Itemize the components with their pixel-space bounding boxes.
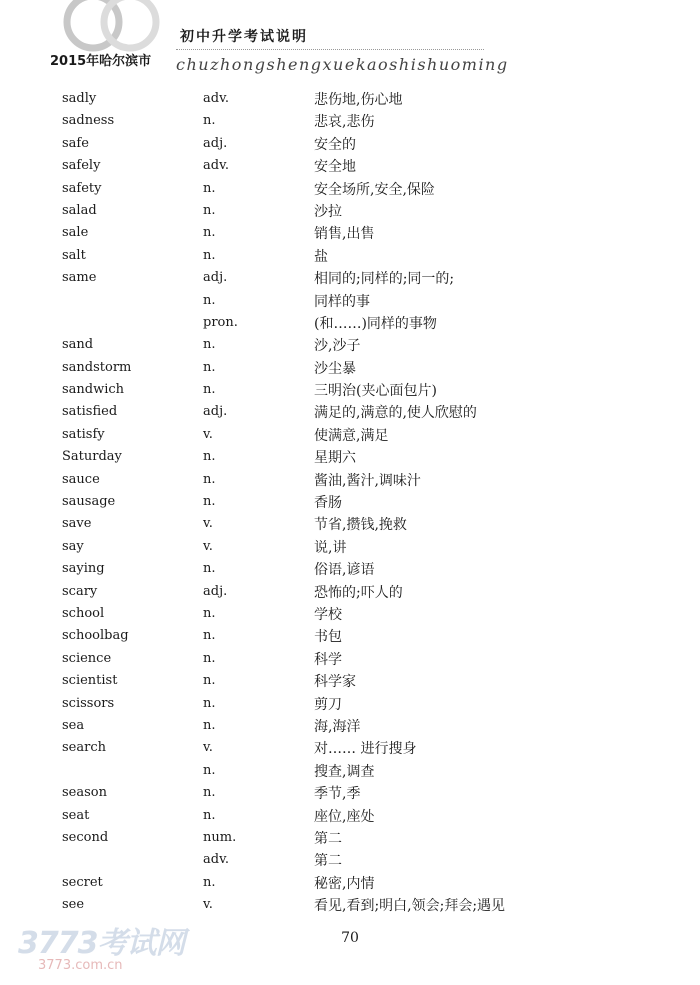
vocab-pos: pron. bbox=[203, 314, 238, 330]
vocab-meaning: 三明治(夹心面包片) bbox=[314, 383, 437, 400]
vocab-pos: n. bbox=[203, 494, 216, 510]
vocab-meaning: 秘密,内情 bbox=[314, 875, 375, 892]
vocab-pos: v. bbox=[203, 426, 213, 442]
page-number: 70 bbox=[341, 930, 359, 946]
vocab-meaning: 悲伤地,伤心地 bbox=[314, 92, 403, 108]
watermark bbox=[18, 918, 185, 973]
vocab-word: saying bbox=[62, 561, 105, 577]
vocab-word: salt bbox=[62, 247, 86, 263]
vocab-meaning: (和……)同样的事物 bbox=[314, 315, 437, 332]
vocab-word: sale bbox=[62, 225, 89, 241]
vocab-word: safely bbox=[62, 158, 101, 174]
vocab-row bbox=[62, 133, 622, 155]
vocab-pos: adj. bbox=[203, 270, 228, 286]
vocab-row bbox=[62, 581, 622, 603]
vocab-meaning: 安全的 bbox=[314, 136, 356, 153]
vocab-pos: v. bbox=[203, 538, 213, 554]
vocab-row bbox=[62, 290, 622, 312]
vocab-pos: adj. bbox=[203, 404, 228, 420]
header-title: 初中升学考试说明 bbox=[180, 29, 308, 45]
vocab-row bbox=[62, 267, 622, 289]
vocab-word: Saturday bbox=[62, 449, 122, 465]
vocab-meaning: 科学家 bbox=[314, 674, 356, 691]
vocab-meaning: 星期六 bbox=[314, 450, 356, 467]
vocab-word: sadness bbox=[62, 113, 115, 129]
vocab-word: sand bbox=[62, 337, 94, 353]
vocab-meaning: 说,讲 bbox=[314, 539, 347, 556]
vocab-pos: n. bbox=[203, 449, 216, 465]
vocab-pos: n. bbox=[203, 650, 216, 666]
vocab-row bbox=[62, 670, 622, 692]
vocab-word: second bbox=[62, 829, 109, 845]
vocab-row bbox=[62, 827, 622, 849]
header-year-city: 2015年哈尔滨市 bbox=[50, 54, 152, 69]
vocab-pos: n. bbox=[203, 785, 216, 801]
vocab-meaning: 剪刀 bbox=[314, 696, 342, 713]
vocab-row bbox=[62, 88, 622, 110]
vocab-word: search bbox=[62, 740, 106, 756]
vocab-row bbox=[62, 401, 622, 423]
vocab-meaning: 使满意,满足 bbox=[314, 427, 389, 444]
vocab-row bbox=[62, 312, 622, 334]
vocab-word: seat bbox=[62, 807, 90, 823]
vocab-word: sausage bbox=[62, 494, 116, 510]
vocab-row bbox=[62, 558, 622, 580]
vocab-pos: n. bbox=[203, 382, 216, 398]
vocab-row bbox=[62, 760, 622, 782]
vocab-row bbox=[62, 110, 622, 132]
vocab-pos: n. bbox=[203, 113, 216, 129]
vocab-word: school bbox=[62, 605, 105, 621]
vocab-row bbox=[62, 603, 622, 625]
vocab-meaning: 学校 bbox=[314, 606, 342, 623]
vocab-pos: n. bbox=[203, 605, 216, 621]
vocab-meaning: 科学 bbox=[314, 651, 342, 668]
vocab-word: sea bbox=[62, 717, 85, 733]
vocab-meaning: 满足的,满意的,使人欣慰的 bbox=[314, 405, 477, 422]
vocab-pos: adv. bbox=[203, 158, 230, 174]
vocab-row bbox=[62, 379, 622, 401]
vocab-meaning: 安全场所,安全,保险 bbox=[314, 181, 435, 198]
header-pinyin: chuzhongshengxuekaoshishuoming bbox=[176, 55, 509, 74]
vocab-row bbox=[62, 357, 622, 379]
vocab-word: safe bbox=[62, 135, 89, 151]
vocab-row bbox=[62, 693, 622, 715]
vocab-word: save bbox=[62, 516, 92, 532]
vocab-meaning: 搜查,调查 bbox=[314, 763, 375, 780]
vocab-word: satisfied bbox=[62, 404, 118, 420]
vocab-word: scary bbox=[62, 583, 98, 599]
vocab-row bbox=[62, 715, 622, 737]
vocab-word: same bbox=[62, 270, 97, 286]
vocab-row bbox=[62, 222, 622, 244]
vocab-meaning: 销售,出售 bbox=[314, 226, 375, 243]
vocab-meaning: 座位,座处 bbox=[314, 808, 375, 825]
vocab-pos: n. bbox=[203, 337, 216, 353]
watermark-main: 3773考试网 bbox=[18, 926, 185, 961]
vocab-pos: n. bbox=[203, 807, 216, 823]
vocab-word: say bbox=[62, 538, 84, 554]
vocab-word: scissors bbox=[62, 695, 115, 711]
vocab-row bbox=[62, 469, 622, 491]
vocab-row bbox=[62, 513, 622, 535]
vocab-row bbox=[62, 536, 622, 558]
vocab-pos: adv. bbox=[203, 852, 230, 868]
vocab-row bbox=[62, 737, 622, 759]
vocabulary-list bbox=[62, 88, 622, 916]
vocab-word: scientist bbox=[62, 673, 118, 689]
vocab-meaning: 恐怖的;吓人的 bbox=[314, 584, 403, 601]
vocab-meaning: 节省,攒钱,挽救 bbox=[314, 517, 407, 534]
vocab-meaning: 海,海洋 bbox=[314, 718, 361, 735]
vocab-row bbox=[62, 155, 622, 177]
vocab-word: sandstorm bbox=[62, 359, 132, 375]
watermark-sub: 3773.com.cn bbox=[38, 958, 123, 973]
vocab-meaning: 酱油,酱汁,调味汁 bbox=[314, 472, 421, 489]
vocab-meaning: 安全地 bbox=[314, 159, 356, 176]
vocab-pos: adj. bbox=[203, 135, 228, 151]
vocab-row bbox=[62, 334, 622, 356]
vocab-meaning: 对…… 进行搜身 bbox=[314, 741, 417, 758]
vocab-pos: n. bbox=[203, 292, 216, 308]
vocab-row bbox=[62, 805, 622, 827]
vocab-word: schoolbag bbox=[62, 628, 129, 644]
vocab-meaning: 相同的;同样的;同一的; bbox=[314, 271, 455, 288]
vocab-word: sadly bbox=[62, 91, 97, 106]
vocab-meaning: 俗语,谚语 bbox=[314, 562, 375, 579]
vocab-pos: n. bbox=[203, 202, 216, 218]
vocab-meaning: 沙拉 bbox=[314, 203, 342, 220]
vocab-word: science bbox=[62, 650, 112, 666]
vocab-row bbox=[62, 872, 622, 894]
vocab-meaning: 香肠 bbox=[314, 495, 342, 512]
vocab-pos: n. bbox=[203, 180, 216, 196]
vocab-pos: num. bbox=[203, 829, 237, 845]
vocab-word: season bbox=[62, 785, 107, 801]
vocab-pos: adj. bbox=[203, 583, 228, 599]
vocab-word: secret bbox=[62, 874, 103, 890]
vocab-meaning: 沙,沙子 bbox=[314, 338, 361, 355]
vocab-pos: v. bbox=[203, 897, 213, 913]
vocab-word: see bbox=[62, 897, 85, 913]
vocab-word: sandwich bbox=[62, 382, 125, 398]
vocab-pos: n. bbox=[203, 874, 216, 890]
vocab-meaning: 第二 bbox=[314, 830, 342, 847]
vocab-pos: n. bbox=[203, 225, 216, 241]
vocab-row bbox=[62, 424, 622, 446]
vocab-row bbox=[62, 849, 622, 871]
vocab-pos: n. bbox=[203, 673, 216, 689]
vocab-pos: n. bbox=[203, 695, 216, 711]
vocab-pos: v. bbox=[203, 516, 213, 532]
vocab-row bbox=[62, 625, 622, 647]
vocab-pos: n. bbox=[203, 561, 216, 577]
vocab-row bbox=[62, 178, 622, 200]
vocab-row bbox=[62, 491, 622, 513]
page-header bbox=[0, 0, 700, 90]
vocab-pos: n. bbox=[203, 471, 216, 487]
vocab-meaning: 悲哀,悲伤 bbox=[314, 114, 375, 131]
vocab-pos: adv. bbox=[203, 91, 230, 106]
vocab-meaning: 盐 bbox=[314, 248, 328, 265]
vocab-pos: n. bbox=[203, 359, 216, 375]
vocab-word: salad bbox=[62, 202, 97, 218]
vocab-pos: n. bbox=[203, 717, 216, 733]
vocab-row bbox=[62, 200, 622, 222]
vocab-row bbox=[62, 245, 622, 267]
vocab-row bbox=[62, 782, 622, 804]
vocab-row bbox=[62, 446, 622, 468]
vocab-meaning: 季节,季 bbox=[314, 786, 361, 803]
vocab-pos: n. bbox=[203, 247, 216, 263]
vocab-pos: n. bbox=[203, 762, 216, 778]
vocab-meaning: 沙尘暴 bbox=[314, 360, 356, 377]
vocab-row bbox=[62, 894, 622, 916]
vocab-pos: n. bbox=[203, 628, 216, 644]
vocab-row bbox=[62, 648, 622, 670]
vocab-word: safety bbox=[62, 180, 102, 196]
header-divider bbox=[176, 49, 484, 50]
vocab-meaning: 第二 bbox=[314, 853, 342, 870]
vocab-meaning: 同样的事 bbox=[314, 293, 370, 310]
vocab-meaning: 看见,看到;明白,领会;拜会;遇见 bbox=[314, 898, 506, 915]
vocab-word: satisfy bbox=[62, 426, 105, 442]
vocab-word: sauce bbox=[62, 471, 100, 487]
vocab-pos: v. bbox=[203, 740, 213, 756]
vocab-meaning: 书包 bbox=[314, 629, 342, 646]
